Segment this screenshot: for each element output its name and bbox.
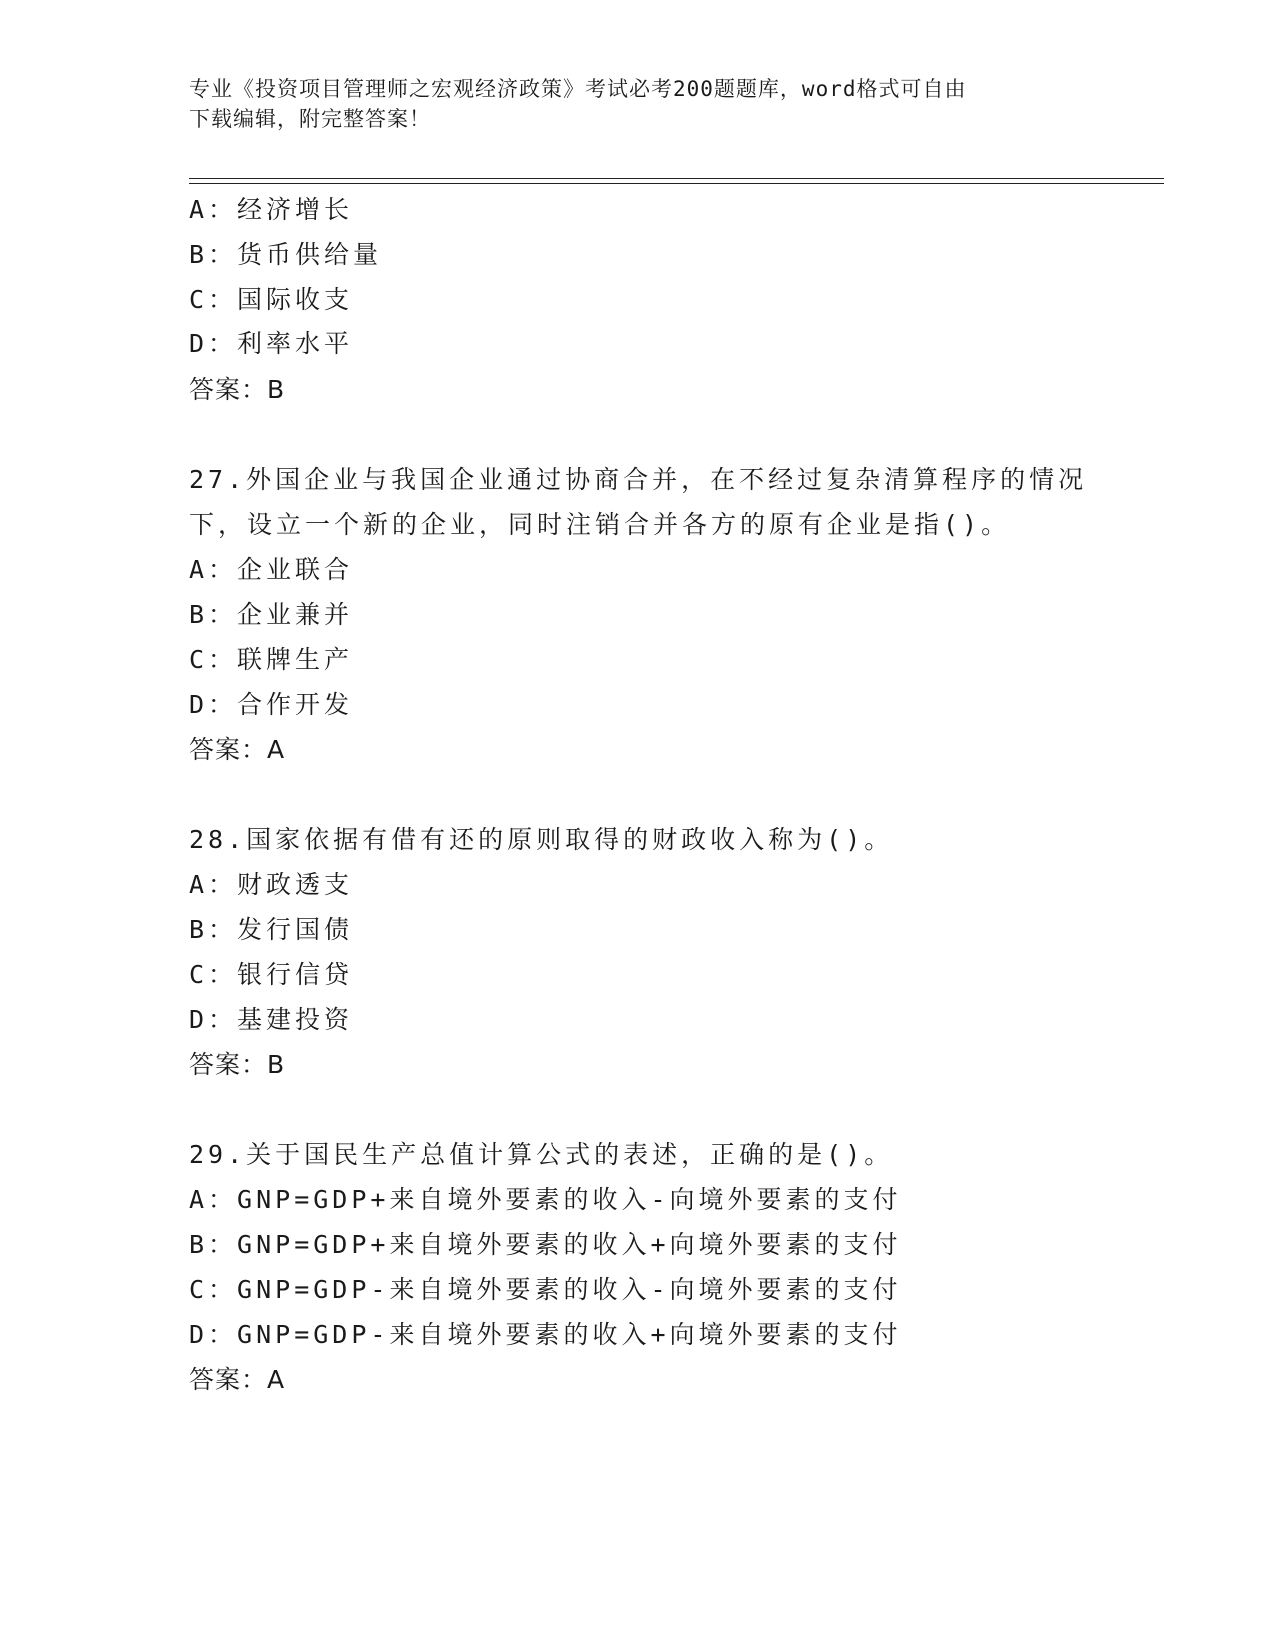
q28-option-a: A：财政透支 [189, 870, 354, 899]
q27-option-c: C：联牌生产 [189, 645, 354, 674]
page-header [189, 74, 1089, 134]
q26-option-a: A：经济增长 [189, 195, 354, 224]
q28-option-d: D：基建投资 [189, 1005, 354, 1034]
q29-option-c: C：GNP=GDP-来自境外要素的收入-向境外要素的支付 [189, 1275, 902, 1304]
q26-answer: 答案：B [189, 375, 286, 404]
header-line-2: 下载编辑，附完整答案！ [189, 107, 431, 131]
q26-option-c: C：国际收支 [189, 285, 354, 314]
q29-stem: 29.关于国民生产总值计算公式的表述，正确的是()。 [189, 1140, 894, 1169]
header-divider-bottom [189, 183, 1164, 184]
q27-option-a: A：企业联合 [189, 555, 354, 584]
q27-stem-line-2: 下，设立一个新的企业，同时注销合并各方的原有企业是指()。 [189, 510, 1011, 539]
q27-answer: 答案：A [189, 735, 286, 764]
q29-option-b: B：GNP=GDP+来自境外要素的收入+向境外要素的支付 [189, 1230, 902, 1259]
header-divider-top [189, 178, 1164, 179]
header-line-1: 专业《投资项目管理师之宏观经济政策》考试必考200题题库，word格式可自由 [189, 77, 967, 101]
q27-stem-line-1: 27.外国企业与我国企业通过协商合并，在不经过复杂清算程序的情况 [189, 465, 1088, 494]
q28-stem: 28.国家依据有借有还的原则取得的财政收入称为()。 [189, 825, 894, 854]
q28-option-c: C：银行信贷 [189, 960, 354, 989]
q26-option-d: D：利率水平 [189, 329, 354, 358]
q29-answer: 答案：A [189, 1365, 286, 1394]
q26-option-b: B：货币供给量 [189, 240, 383, 269]
q28-option-b: B：发行国债 [189, 915, 354, 944]
q28-answer: 答案：B [189, 1050, 286, 1079]
q29-option-d: D：GNP=GDP-来自境外要素的收入+向境外要素的支付 [189, 1320, 902, 1349]
q27-option-d: D：合作开发 [189, 690, 354, 719]
q27-option-b: B：企业兼并 [189, 600, 354, 629]
q29-option-a: A：GNP=GDP+来自境外要素的收入-向境外要素的支付 [189, 1185, 902, 1214]
